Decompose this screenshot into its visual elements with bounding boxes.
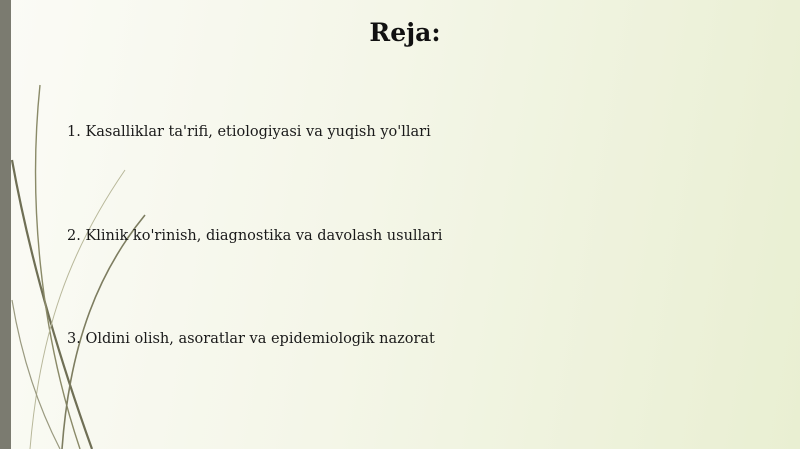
plan-item-2: 2. Klinik ko'rinish, diagnostika va davolash usullari bbox=[67, 228, 443, 244]
decorative-grass-lines bbox=[0, 0, 180, 449]
plan-item-1: 1. Kasalliklar ta'rifi, etiologiyasi va yuqish yo'llari bbox=[67, 124, 431, 140]
slide-title: Reja: bbox=[369, 18, 441, 47]
plan-item-3: 3. Oldini olish, asoratlar va epidemiologik nazorat bbox=[67, 331, 435, 347]
